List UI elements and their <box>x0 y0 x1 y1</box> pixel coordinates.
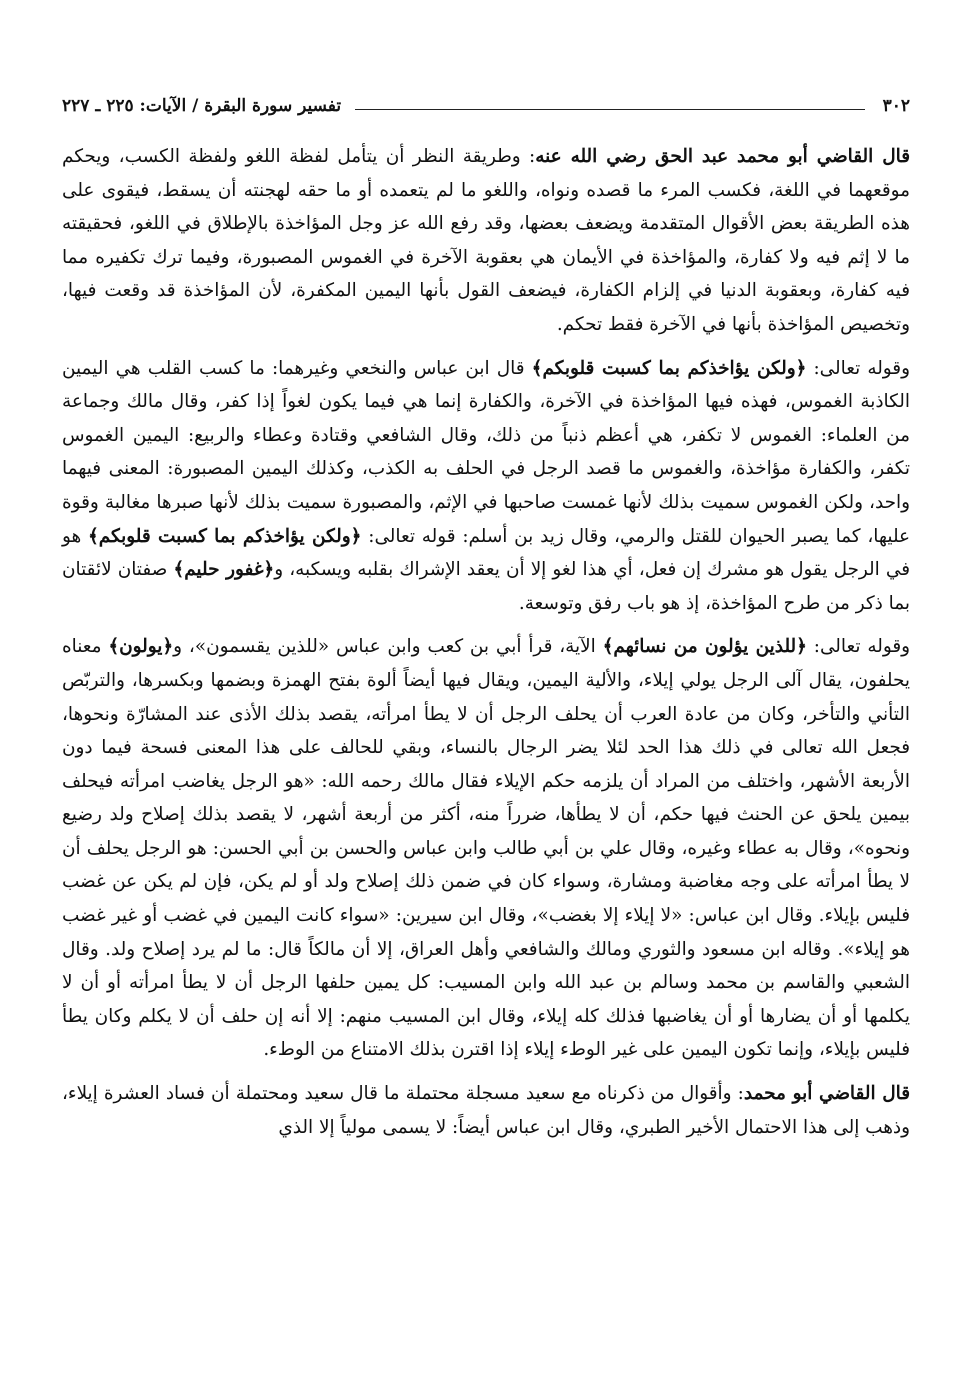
text-run: قال ابن عباس والنخعي وغيرهما: ما كسب القلب هي اليمين الكاذبة الغموس، فهذه فيها المؤاخذة في الآخرة، والكفارة إنما هي فيما يكون لغواً إذا كفر، وقال مالك وجماعة من العلماء: الغموس لا تكفر، هي أعظم ذنباً من ذلك، وقال الشافعي وقتادة وعطاء والربيع: اليمين الغموس تكفر، والكفارة مؤاخذة، والغموس ما قصد الرجل في الحلف به الكذب، وكذلك اليمين المصبورة: المعنى فيهما واحد، ولكن الغموس سميت بذلك لأنها غمست صاحبها في الإثم، والمصبورة سميت بذلك لأنها صبرها مغالبة وقوة عليها، كما يصبر الحيوان للقتل والرمي، وقال زيد بن أسلم: قوله تعالى: <box>62 357 911 547</box>
quran-quote: ﴿للذين يؤلون من نسائهم﴾ <box>602 636 807 658</box>
paragraph-4 <box>62 1077 910 1144</box>
text-run: معناه يحلفون، يقال آلى الرجل يولي إيلاء، والألية اليمين، ويقال فيها أيضاً ألوة بفتح الهمزة وبضمها وبكسرها، والتربّص التأني والتأخر، وكان من عادة العرب أن يحلف الرجل أن لا يطأ امرأته، يقصد بذلك الأذى عند المشارّة ونحوها، فجعل الله تعالى في ذلك هذا الحد لئلا يضر الرجال بالنساء، وبقي للحالف على هذا المعنى فسحة فيما دون الأربعة الأشهر، واختلف من المراد أن يلزمه حكم الإيلاء فقال مالك رحمه الله: «هو الرجل يغاضب امرأته فيحلف بيمين يلحق عن الحنث فيها حكم، أن لا يطأها، ضرراً منه، أكثر من أربعة أشهر، لا يقصد بذلك إصلاح ولد رضيع ونحوه»، وقال به عطاء وغيره، وقال علي بن أبي طالب وابن عباس والحسن بن أبي الحسن: هو الرجل يحلف أن لا يطأ امرأته على وجه مغاضبة ومشارة، وسواء كان في ضمن ذلك إصلاح ولد أو لم يكن، فإن لم يكن عن غضب فليس بإيلاء. وقال ابن عباس: «لا إيلاء إلا بغضب»، وقال ابن سيرين: «سواء كانت اليمين في غضب أو غير غضب هو إيلاء». وقاله ابن مسعود والثوري ومالك والشافعي وأهل العراق، إلا أن مالكاً قال: ما لم يرد إصلاح ولد. وقال الشعبي والقاسم بن محمد وسالم بن عبد الله وابن المسيب: كل يمين حلفها الرجل أن لا يطأ امرأته أو أن لا يكلمها أو أن يضارها أو أن يغاضبها فذلك كله إيلاء، وقال ابن المسيب منهم: إلا أنه إن حلف أن لا يكلم وكان يطأ فليس بإيلاء، وإنما تكون اليمين على غير الوطء إيلاء إذا اقترن بذلك الامتناع من الوطء. <box>62 636 910 1061</box>
speaker-label: قال القاضي أبو محمد <box>743 1083 910 1105</box>
page-number: ٣٠٢ <box>882 96 910 116</box>
header-rule <box>355 109 864 110</box>
page-body <box>62 140 910 1154</box>
text-run: وقوله تعالى: <box>806 636 910 658</box>
paragraph-2 <box>62 352 910 621</box>
speaker-label: قال القاضي أبو محمد عبد الحق رضي الله عنه <box>535 146 910 167</box>
text-run: هو في الرجل يقول هو مشرك إن فعل، أي هذا لغو إلا أن يعقد الإشراك بقلبه ويسكبه، و <box>62 525 910 581</box>
text-run: الآية، قرأ أبي بن كعب وابن عباس «للذين يقسمون»، و <box>173 636 603 658</box>
text-run: وقوله تعالى: <box>806 357 910 379</box>
paragraph-3 <box>62 630 910 1067</box>
text-run: صفتان لائقتان بما ذكر من طرح المؤاخذة، إذ هو باب رفق وتوسعة. <box>62 559 910 614</box>
text-run: : وأقوال من ذكرناه مع سعيد مسجلة محتملة ما قال سعيد ومحتملة أن فساد العشرة إيلاء، وذهب إلى هذا الاحتمال الأخير الطبري، وقال ابن عباس أيضاً: لا يسمى مولياً إلا الذي <box>62 1083 910 1138</box>
quran-quote: ﴿ولكن يؤاخذكم بما كسبت قلوبكم﴾ <box>88 525 362 547</box>
quran-quote: ﴿يولون﴾ <box>108 636 174 658</box>
paragraph-1 <box>62 140 910 342</box>
text-run: : وطريقة النظر أن يتأمل لفظة اللغو ولفظة الكسب، ويحكم موقعهما في اللغة، فكسب المرء ما قصده ونواه، واللغو ما لم يتعمده أو ما حقه لهجنته أن يسقط، فيقوى على هذه الطريقة بعض الأقوال المتقدمة ويضعف بعضها، وقد رفع الله عز وجل المؤاخذة بالإطلاق في اللغو، فحقيقته ما لا إثم فيه ولا كفارة، والمؤاخذة في الأيمان هي بعقوبة الآخرة في الغموس المصبورة، وفيما ترك تكفيره مما فيه كفارة، وبعقوبة الدنيا في إلزام الكفارة، فيضعف القول بأنها اليمين المكفرة، لأن المؤاخذة قد وقعت فيها، وتخصيص المؤاخذة بأنها في الآخرة فقط تحكم. <box>62 146 910 335</box>
running-title: تفسير سورة البقرة / الآيات: ٢٢٥ ـ ٢٢٧ <box>62 96 342 116</box>
quran-quote: ﴿غفور حليم﴾ <box>173 559 275 581</box>
running-header <box>62 88 910 116</box>
quran-quote: ﴿ولكن يؤاخذكم بما كسبت قلوبكم﴾ <box>531 357 807 379</box>
